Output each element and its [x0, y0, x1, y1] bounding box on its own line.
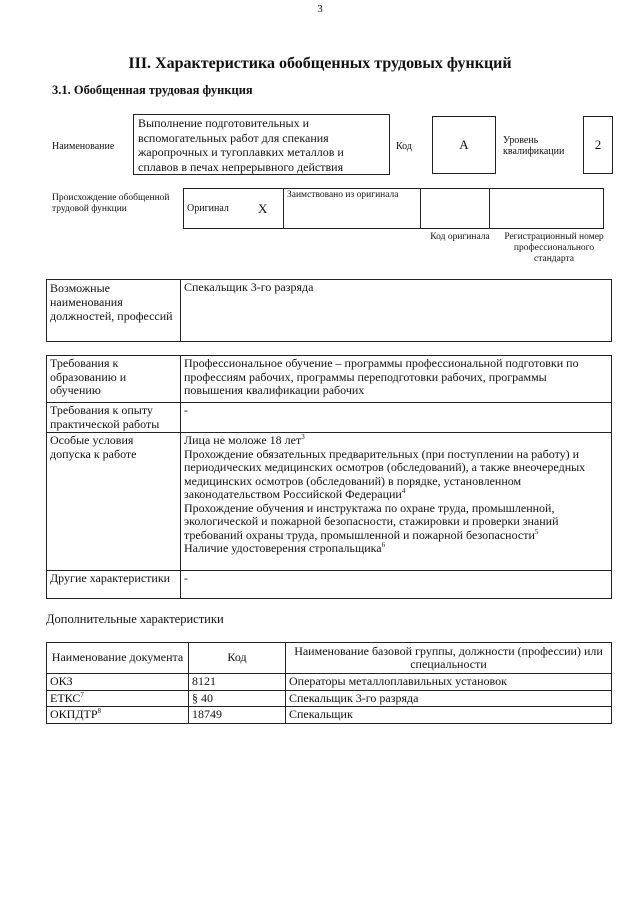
header-name: Наименование базовой группы, должности (профессии) или специальности	[286, 643, 612, 674]
row-code: 18749	[189, 707, 286, 724]
section-title: III. Характеристика обобщенных трудовых функций	[128, 55, 512, 72]
otf-name-value: Выполнение подготовительных и вспомогательных работ для спекания жаропрочных и тугоплавких металлов и сплавов в печах непрерывного действия	[138, 116, 344, 174]
origin-table	[183, 188, 604, 229]
reg-number-caption: Регистрационный номер профессионального стандарта	[504, 232, 604, 264]
otf-name-box	[133, 114, 390, 175]
req-experience-label: Требования к опыту практической работы	[47, 403, 181, 433]
origin-label: Происхождение обобщенной трудовой функции	[52, 193, 170, 214]
code-original-caption: Код оригинала	[430, 232, 490, 242]
positions-label: Возможные наименования должностей, профессий	[47, 280, 181, 342]
row-code: 8121	[189, 674, 286, 691]
level-value-box	[583, 116, 613, 174]
level-value: 2	[594, 137, 602, 152]
reg-number-cell	[490, 189, 604, 229]
row-doc: ОКЗ	[47, 674, 189, 691]
positions-table	[46, 279, 612, 342]
req-education-value: Профессиональное обучение – программы профессиональной подготовки по профессиям рабочих, программы переподготовки рабочих, программы повышения квалификации рабочих	[181, 356, 612, 403]
table-row	[47, 674, 612, 691]
table-row	[47, 707, 612, 724]
req-other-value: -	[181, 571, 612, 599]
subsection-title: 3.1. Обобщенная трудовая функция	[52, 83, 253, 97]
borrowed-label: Заимствовано из оригинала	[284, 189, 421, 229]
req-special-line: Наличие удостоверения стропальщика$^6$	[184, 541, 386, 555]
req-special-line: Прохождение обучения и инструктажа по охране труда, промышленной, экологической и пожарной безопасности, стажировки и проверки знаний требований охраны труда, промышленной и пожарной безопасности$^5$	[184, 500, 559, 542]
level-label: Уровень квалификации	[503, 135, 565, 157]
req-education-label: Требования к образованию и обучению	[47, 356, 181, 403]
header-doc: Наименование документа	[47, 643, 189, 674]
req-special-line: Прохождение обязательных предварительных (при поступлении на работу) и периодических медицинских осмотров (обследований), а также внеочередных медицинских осмотров (обследований) в порядке, установленном законодательством Российской Федерации$^4$	[184, 446, 586, 501]
code-value-box	[432, 116, 496, 174]
req-other-label: Другие характеристики	[47, 571, 181, 599]
table-row	[47, 690, 612, 707]
row-code: § 40	[189, 690, 286, 707]
additional-table	[46, 642, 612, 724]
code-label: Код	[396, 141, 412, 152]
original-label: Оригинал	[184, 189, 256, 229]
row-name: Операторы металлоплавильных установок	[286, 674, 612, 691]
code-original-cell	[421, 189, 490, 229]
row-doc: ОКПДТР$^8$	[47, 707, 189, 724]
page-number: 3	[317, 3, 323, 15]
requirements-table	[46, 355, 612, 599]
req-special-label: Особые условия допуска к работе	[47, 433, 181, 571]
req-special-value	[181, 433, 612, 571]
code-value: А	[459, 137, 469, 152]
req-special-line: Лица не моложе 18 лет$^3$	[184, 433, 305, 447]
additional-title: Дополнительные характеристики	[46, 612, 224, 626]
positions-value: Спекальщик 3-го разряда	[181, 280, 612, 342]
original-mark: X	[255, 189, 284, 229]
row-name: Спекальщик 3-го разряда	[286, 690, 612, 707]
req-experience-value: -	[181, 403, 612, 433]
name-label: Наименование	[52, 141, 115, 152]
row-name: Спекальщик	[286, 707, 612, 724]
row-doc: ЕТКС$^7$	[47, 690, 189, 707]
header-code: Код	[189, 643, 286, 674]
